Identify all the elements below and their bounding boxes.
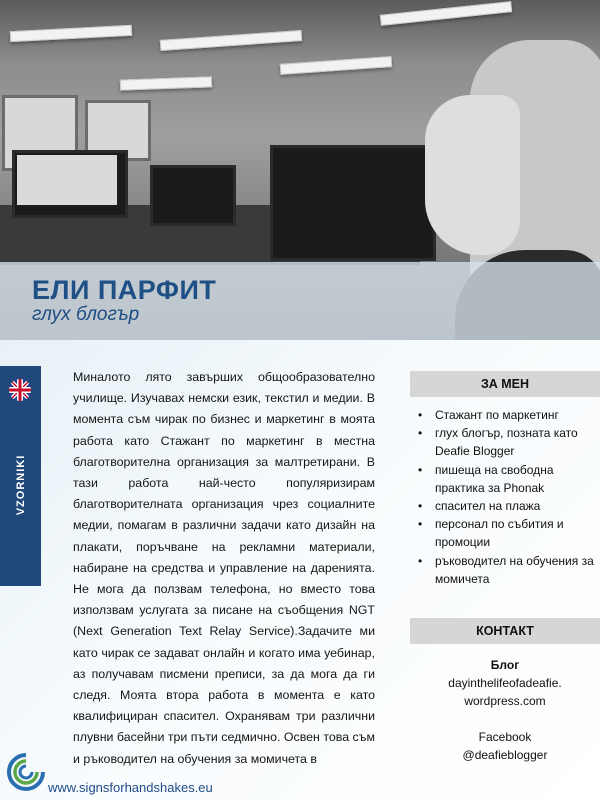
about-item: • спасител на плажа (410, 497, 600, 515)
facebook-label: Facebook (478, 730, 532, 744)
ceiling-light (280, 56, 392, 75)
about-item: • глух блогър, позната като Deafie Blogger (410, 424, 600, 460)
ceiling-light (10, 25, 132, 42)
contact-heading: КОНТАКТ (410, 618, 600, 644)
website-link[interactable]: www.signsforhandshakes.eu (48, 780, 213, 795)
about-heading: ЗА МЕН (410, 371, 600, 397)
person-face (425, 95, 520, 255)
ceiling-light (380, 1, 512, 26)
office-monitor (270, 145, 436, 261)
blog-label: Блог (490, 658, 520, 672)
signs-for-handshakes-logo-icon (6, 752, 46, 792)
biography-text: Миналото лято завърших общообразователно училище. Изучавах немски език, текстил и медии. В момента съм чирак по бизнес и маркетинг в моята работа като Стажант по маркетинг в местна благотворителна организация за малтретирани. В тази работа най-често популяризирам благотворителната организация чрез социалните медии, помагам в различни задачи като дизайн на плакати, поръчване на рекламни материали, набиране на средства и управление на даренията. Не мога да ползвам телефона, но вместо това използвам услугата за писане на съобщения NGT (Next Generation Text Relay Service).Задачите ми като чирак се задават онлайн и когато има уебинар, аз получавам писмени преписи, за да мога да ги следя. Моята втора работа в момента е като квалифициран спасител. Охранявам три различни плувни басейни три пъти седмично. Освен това съм и ръководител на обучения за момичета в (73, 370, 375, 766)
about-item: • ръководител на обучения за момичета (410, 552, 600, 588)
ceiling-light (120, 76, 212, 90)
monitor-screen (17, 155, 117, 205)
person-role: глух блогър (32, 304, 140, 325)
about-item: • персонал по събития и промоции (410, 515, 600, 551)
blog-link[interactable]: wordpress.com (464, 694, 546, 708)
contact-block (410, 656, 600, 764)
about-list (410, 406, 600, 588)
office-monitor (150, 165, 236, 226)
uk-flag-icon[interactable] (9, 379, 31, 401)
ceiling-light (160, 30, 302, 51)
about-item: • пишеща на свободна практика за Phonak (410, 461, 600, 497)
blog-link[interactable]: dayinthelifeofadeafie. (448, 676, 562, 690)
about-item: • Стажант по маркетинг (410, 406, 600, 424)
facebook-handle[interactable]: @deafieblogger (462, 748, 548, 762)
person-name: ЕЛИ ПАРФИТ (32, 275, 217, 305)
section-label: VZORNIKI (15, 454, 27, 516)
